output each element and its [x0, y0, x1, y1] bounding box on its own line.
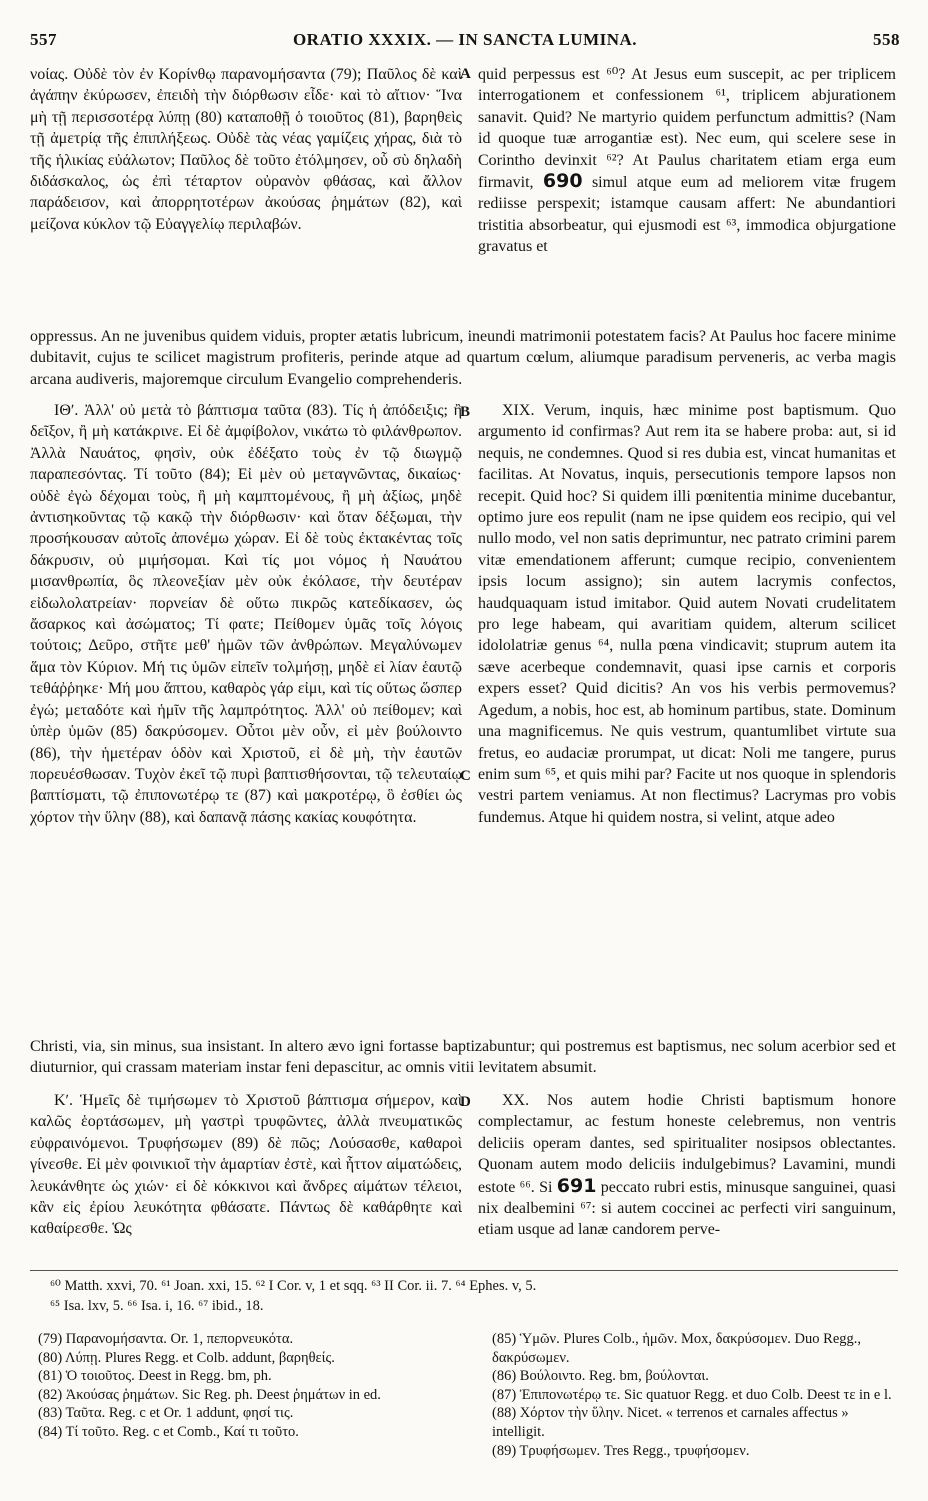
latin-text: peccato rubri estis, minusque sanguinei, quasi nix dealbemini ⁶⁷: si autem coccinei ac perfecti viri sanguinum, etiam usque ad lanæ candorem perve-: [478, 1178, 897, 1239]
latin-column-3: [478, 1090, 896, 1241]
page-number-marker: 690: [542, 170, 583, 193]
full-width-latin-1: [30, 310, 896, 406]
page-number-marker: 691: [556, 1174, 597, 1197]
margin-marker-d: D: [460, 1094, 471, 1110]
latin-column-2: [478, 400, 896, 828]
latin-text: XX. Nos autem hodie Christi baptismum honore complectamur, ac festum honeste celebremus, non ventris deliciis operam dantes, sed spiritualiter nosipsos oblectantes. Quonam autem modo deliciis indulgebimus? Lavamini, mundi estote ⁶⁶. Si: [478, 1092, 896, 1196]
scripture-references: [50, 1276, 900, 1316]
margin-marker-b: B: [460, 404, 471, 420]
latin-section-19: XIX. Verum, inquis, hæc minime post baptismum. Quo argumento id confirmas? Aut rem ita se habere proba: aut, si id nequis, ne condemnes. Quod si res dubia est, vincat humanitas et facilitas. At Novatus, inquis, persecutionis tempore lapsos non recepit. Quid hoc? Si quidem illi pœnitentia minime ducebantur, optimo jure eos repulit (nam ne ipse quidem eos recipio, qui vel nullo modo, vel non satis deprimuntur, nec patrato crimini parem vitæ emendationem afferunt; cumque recipio, convenientem ipsis locum assigno); sin autem lacrymis confectos, haudquaquam istud imitabor. Quid autem Novati crudelitatem pro lege habeam, qui avaritiam quidem, alterum scilicet idololatriæ genus ⁶⁴, nulla pœna vindicavit; stuprum autem ita sæve acerbeque condemnavit, quasi ipse carnis et corporis expers esset? Quid dicitis? An vos his verbis permovemus? Agedum, a nobis, hoc est, ab hominum partibus, state. Dominum una magnificemus. Ne quis vestrum, quantumlibet virtute sua fretus, eo audaciæ prorumpat, ut dicat: Noli me tangere, purus enim sum ⁶⁵, et quis mihi par? Facite ut nos quoque in splendoris vestri partem veniamus. At non flectimus? Lacrymas pro vobis fundemus. Atque hi quidem nostra, si velint, atque adeo: [478, 402, 896, 826]
textual-notes-left: [38, 1330, 468, 1442]
running-title: ORATIO XXXIX. — IN SANCTA LUMINA.: [292, 30, 638, 49]
textual-note: (86) Βούλοιντο. Reg. bm, βούλονται.: [492, 1368, 709, 1385]
textual-note: (88) Χόρτον τὴν ὕλην. Nicet. « terrenos et carnales affectus » intelligit.: [492, 1405, 849, 1440]
latin-section-20: [478, 1090, 896, 1241]
margin-marker-a: A: [460, 66, 471, 82]
textual-note: (84) Τί τοῦτο. Reg. c et Comb., Καί τι τοῦτο.: [38, 1423, 299, 1440]
right-page-number: 558: [873, 30, 900, 49]
textual-note: (89) Τρυφήσωμεν. Tres Regg., τρυφήσομεν.: [492, 1442, 750, 1459]
latin-text: quid perpessus est ⁶⁰? At Jesus eum suscepit, ac per triplicem interrogationem et confessionem ⁶¹, triplicem abjurationem sanavit. Quid? Ne martyrio quidem perfunctum admittis? (Nam id quoque tuæ arrogantiæ est). Nec eum, qui scelere sese in Corintho devinxit ⁶²? At Paulus charitatem etiam erga eum firmavit,: [478, 66, 896, 192]
greek-section-20: Κʹ. Ἡμεῖς δὲ τιμήσωμεν τὸ Χριστοῦ βάπτισμα σήμερον, καὶ καλῶς ἑορτάσωμεν, μὴ γαστρὶ τρυφῶντες, ἀλλὰ πνευματικῶς εὐφραινόμενοι. Τρυφήσωμεν (89) δὲ πῶς; Λούσασθε, καθαροὶ γίνεσθε. Εἰ μὲν φοινικιοῖ τὴν ἁμαρτίαν ἐστὲ, καὶ ἧττον αἱματώδεις, λευκάνθητε ὡς χιών· εἰ δὲ κόκκινοι καὶ ἄνδρες αἱμάτων τέλειοι, κἂν εἰς ἐρίου λευκότητα φθάσατε. Πάντως δὲ καθάρθητε καὶ καθαίρεσθε. Ὡς: [30, 1092, 462, 1238]
textual-note: (81) Ὁ τοιοῦτος. Deest in Regg. bm, ph.: [38, 1368, 272, 1385]
running-header: [30, 30, 900, 56]
latin-text: simul atque eum ad meliorem vitæ frugem rediisse perspexit; istamque causam affert: Ne abundantiori tristitia absorbeatur, qui ejusmodi est ⁶³, immodica objurgatione gravatus et: [478, 174, 897, 256]
greek-column-3: [30, 1090, 462, 1240]
latin-paragraph: [478, 64, 896, 258]
greek-section-19: ΙΘʹ. Ἀλλ' οὐ μετὰ τὸ βάπτισμα ταῦτα (83). Τίς ἡ ἀπόδειξις; ἢ δεῖξον, ἢ μὴ κατάκρινε. Εἰ δὲ ἀμφίβολον, νικάτω τὸ φιλάνθρωπον. Ἀλλὰ Ναυάτος, φησὶν, οὐκ ἐδέξατο τοὺς ἐν τῷ διωγμῷ παραπεσόντας. Τί τοῦτο (84); Εἰ μὲν οὐ μεταγνῶντας, δικαίως· οὐδὲ ἐγὼ δέχομαι τοὺς, ἢ μὴ καμπτομένους, ἢ μὴ ἀξίως, μηδὲ ἀντισηκοῦντας τῷ κακῷ τὴν διόρθωσιν· καὶ ὅταν δέξωμαι, τὴν προσήκουσαν αὐτοῖς ἀπονέμω χώραν. Εἰ δὲ τοὺς ἐκτακέντας τοῖς δάκρυσιν, οὐ μιμήσομαι. Καὶ τίς μοι νόμος ἡ Ναυάτου μισανθρωπία, ὃς πλεονεξίαν μὲν οὐκ ἐκόλασε, τὴν δευτέραν εἰδωλολατρείαν· πορνείαν δὲ οὕτω πικρῶς κατεδίκασεν, ὡς ἄσαρκος καὶ ἀσώματος; Τί φατε; Πείθομεν ὑμᾶς τοῖς λόγοις τούτοις; Δεῦρο, στῆτε μεθ' ἡμῶν τῶν ἀνθρώπων. Μεγαλύνωμεν ἅμα τὸν Κύριον. Μή τις ὑμῶν εἰπεῖν τολμήσῃ, μηδὲ εἰ λίαν ἑαυτῷ τεθάῤῥηκε· Μή μου ἅπτου, καθαρὸς γάρ εἰμι, καὶ τίς οὕτως ὥσπερ ἐγώ; μεταδότε καὶ ἡμῖν τῆς λαμπρότητος. Ἀλλ' οὐ πείθομεν; καὶ ὑπὲρ ὑμῶν (85) δακρύσομεν. Οὗτοι μὲν οὖν, εἰ μὲν βούλοιντο (86), τὴν ἡμετέραν ὁδὸν καὶ Χριστοῦ, εἰ δὲ μὴ, τὴν ἑαυτῶν πορευέσθωσαν. Τυχὸν ἐκεῖ τῷ πυρὶ βαπτισθήσονται, τῷ τελευταίῳ βαπτίσματι, τῷ ἐπιπονωτέρῳ τε (87) καὶ μακροτέρῳ, ὃ ἐσθίει ὡς χόρτον τὴν ὕλην (88), καὶ δαπανᾷ πάσης κακίας κουφότητα.: [30, 402, 462, 826]
latin-paragraph: oppressus. An ne juvenibus quidem viduis, propter ætatis lubricum, ineundi matrimonii potestatem facis? At Paulus hoc facere minime dubitavit, cujus te scilicet magistrum profiteris, perinde atque ad quartum cœlum, aliumque paradisum perveneris, ac verba magis arcana audiveris, majoremque circulum Evangelio comprehenderis.: [30, 328, 896, 388]
latin-paragraph: Christi, via, sin minus, sua insistant. In altero ævo igni fortasse baptizabuntur; qui postremus est baptismus, nec solum acerbior sed et diuturnior, qui crassam materiam instar feni depascitur, ac omnis vitii levitatem absumit.: [30, 1038, 896, 1077]
textual-note: (80) Λύπῃ. Plures Regg. et Colb. addunt, βαρηθείς.: [38, 1349, 335, 1366]
greek-column-1: [30, 64, 462, 235]
scripture-ref-line: ⁶⁵ Isa. lxv, 5. ⁶⁶ Isa. i, 16. ⁶⁷ ibid., 18.: [50, 1298, 264, 1314]
scripture-ref-line: ⁶⁰ Matth. xxvi, 70. ⁶¹ Joan. xxi, 15. ⁶² I Cor. v, 1 et sqq. ⁶³ II Cor. ii. 7. ⁶⁴ Ephes. v, 5.: [50, 1278, 537, 1294]
margin-marker-c: C: [460, 768, 471, 784]
footnote-rule: [30, 1270, 898, 1271]
latin-column-1: [478, 64, 896, 258]
textual-note: (85) Ὑμῶν. Plures Colb., ἡμῶν. Mox, δακρύσομεν. Duo Regg., δακρύσωμεν.: [492, 1331, 862, 1366]
textual-note: (79) Παρανομήσαντα. Or. 1, πεπορνευκότα.: [38, 1331, 294, 1347]
left-page-number: 557: [30, 30, 57, 49]
textual-note: (87) Ἐπιπονωτέρῳ τε. Sic quatuor Regg. et duo Colb. Deest τε in e l.: [492, 1386, 892, 1403]
greek-paragraph: νοίας. Οὐδὲ τὸν ἐν Κορίνθῳ παρανομήσαντα (79); Παῦλος δὲ καὶ ἀγάπην ἐκύρωσεν, ἐπειδὴ τὴν διόρθωσιν εἶδε· καὶ τὸ αἴτιον· Ἵνα μὴ τῇ περισσοτέρᾳ λύπῃ (80) καταποθῇ ὁ τοιοῦτος (81), βαρηθεὶς τῇ ἀμετρίᾳ τῆς ἐπιπλήξεως. Οὐδὲ τὰς νέας γαμίζεις χήρας, διὰ τὸ τῆς ἡλικίας εὐάλωτον; Παῦλος δὲ τοῦτο ἐτόλμησεν, οὗ σὺ δηλαδὴ διδάσκαλος, ὡς ἐπὶ τέταρτον οὐρανὸν φθάσας, καὶ ἄλλον παράδεισον, καὶ ἀπορρητοτέρων ἀκούσας ῥημάτων (82), καὶ μείζονα κύκλον τῷ Εὐαγγελίῳ περιλαβών.: [30, 66, 462, 233]
textual-notes-right: [492, 1330, 902, 1460]
textual-note: (83) Ταῦτα. Reg. c et Or. 1 addunt, φησί τις.: [38, 1405, 294, 1422]
full-width-latin-2: [30, 1020, 896, 1095]
greek-column-2: [30, 400, 462, 828]
textual-note: (82) Ἀκούσας ῥημάτων. Sic Reg. ph. Deest ῥημάτων in ed.: [38, 1386, 381, 1403]
